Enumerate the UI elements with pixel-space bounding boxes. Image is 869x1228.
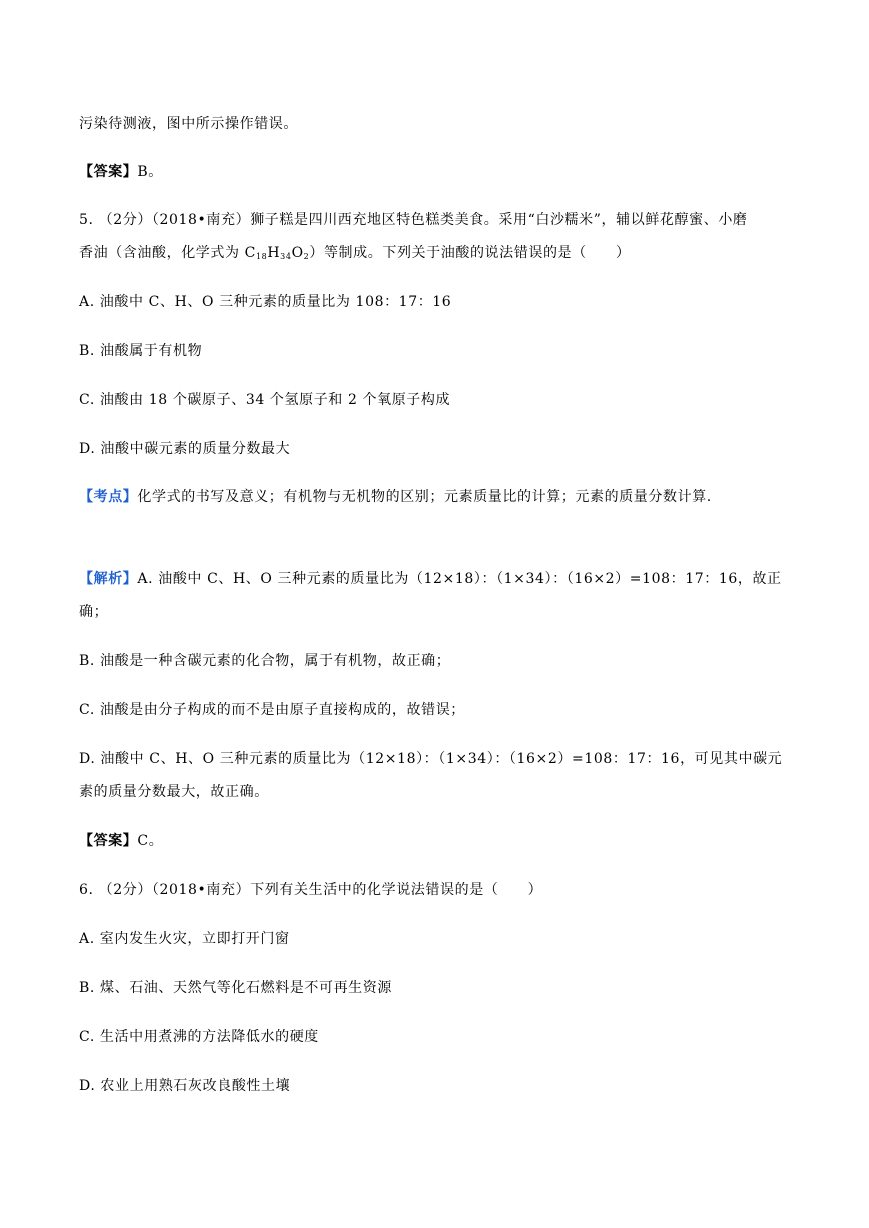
q5-jiexi-d2: 素的质量分数最大，故正确。 (79, 784, 269, 800)
formula-subscript-c: 18 (255, 252, 268, 261)
q5-answer-line (79, 831, 163, 851)
q5-jiexi-line2: 确； (79, 604, 109, 620)
q5-stem-line2 (79, 243, 631, 263)
q6-option-c: C. 生活中用煮沸的方法降低水的硬度 (79, 1029, 319, 1045)
q5-jiexi-line1 (79, 569, 782, 589)
prev-question-tail: 污染待测液，图中所示操作错误。 (79, 116, 298, 132)
q6-option-d: D. 农业上用熟石灰改良酸性土壤 (79, 1078, 291, 1094)
q5-option-c: C. 油酸由 18 个碳原子、34 个氢原子和 2 个氧原子构成 (79, 392, 451, 408)
formula-o: O (291, 245, 304, 261)
q5-stem-line2-a: 香油（含油酸，化学式为 C (79, 245, 256, 261)
q5-kaodian (79, 487, 712, 507)
formula-subscript-h: 34 (280, 252, 292, 261)
kaodian-tag: 【考点】 (79, 489, 138, 505)
answer-text: C。 (137, 833, 164, 849)
q6-option-b: B. 煤、石油、天然气等化石燃料是不可再生资源 (79, 980, 392, 996)
answer-text: B。 (137, 164, 163, 180)
q6-option-a: A. 室内发生火灾，立即打开门窗 (79, 931, 290, 947)
q5-stem-line1: 5. （2分）（2018•南充）狮子糕是四川西充地区特色糕类美食。采用“白沙糯米”，辅以鲜花醇蜜、小磨 (79, 212, 748, 228)
prev-answer-line (79, 162, 163, 182)
jiexi-tag: 【解析】 (79, 571, 138, 587)
kaodian-text: 化学式的书写及意义；有机物与无机物的区别；元素质量比的计算；元素的质量分数计算. (137, 489, 712, 505)
answer-tag: 【答案】 (79, 164, 138, 180)
answer-tag: 【答案】 (79, 833, 138, 849)
q5-stem-line2-b: ）等制成。下列关于油酸的说法错误的是（ ） (309, 245, 631, 261)
q6-stem: 6. （2分）（2018•南充）下列有关生活中的化学说法错误的是（ ） (79, 882, 543, 898)
q5-option-d: D. 油酸中碳元素的质量分数最大 (79, 441, 291, 457)
q5-jiexi-b: B. 油酸是一种含碳元素的化合物，属于有机物，故正确； (79, 653, 451, 669)
q5-jiexi-d1: D. 油酸中 C、H、O 三种元素的质量比为（12×18）：（1×34）：（16×2）=108：17：16，可见其中碳元 (79, 751, 783, 767)
formula-subscript-o: 2 (303, 252, 310, 261)
q5-option-a: A. 油酸中 C、H、O 三种元素的质量比为 108：17：16 (79, 294, 452, 310)
jiexi-text: A. 油酸中 C、H、O 三种元素的质量比为（12×18）：（1×34）：（16×2）=108：17：16，故正 (137, 571, 782, 587)
q5-jiexi-c: C. 油酸是由分子构成的而不是由原子直接构成的，故错误； (79, 702, 465, 718)
formula-h: H (267, 245, 281, 261)
q5-option-b: B. 油酸属于有机物 (79, 343, 203, 359)
